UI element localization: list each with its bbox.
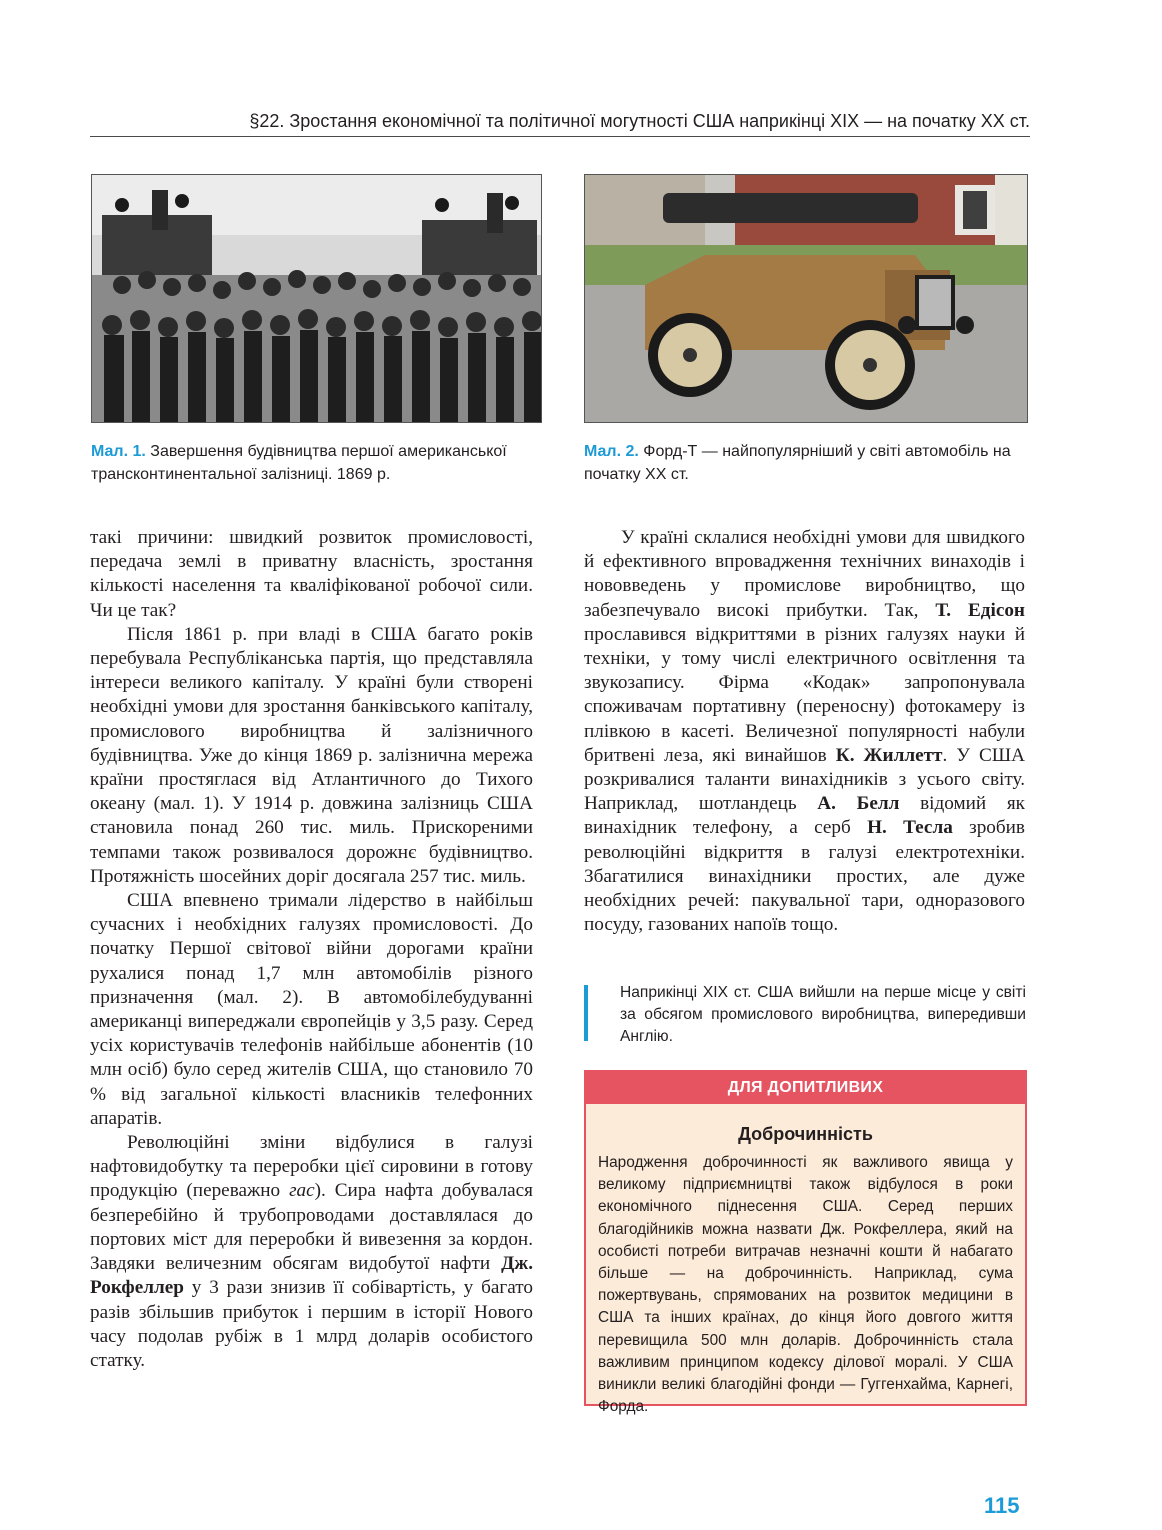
term-gas: гас: [289, 1180, 315, 1202]
paragraph: США впевнено тримали лідерство в найбільш сучасних і необхідних галузях промисловості. До початку Першої світової війни дорогами країни рухалися понад 1,7 млн автомобілів різного призначення (мал. 2). В автомобілебудуванні американці випереджали європейців у 3,5 разу. Серед усіх користувачів телефонів найбільше абонентів (10 млн осіб) було серед жителів США, що становило 70 % від загальної кількості власників телефонних апаратів.: [90, 890, 533, 1129]
text-run: У країні склалися необхідні умови для швидкого й ефективного впровадження технічних винаходів і нововведень у промислове виробництво, що забезпечувало високі прибутки. Так,: [584, 527, 1025, 621]
figure-2-caption: [584, 440, 1026, 486]
text-run: . У США розкривалися таланти винахідників з усього світу. Наприклад, шотландець: [584, 744, 1025, 815]
railroad-photo-illustration: [92, 175, 541, 422]
key-fact-note: [584, 982, 1026, 1044]
name-edison: Т. Едісон: [935, 599, 1025, 621]
curious-box-title: Доброчинність: [738, 1124, 873, 1144]
text-run: у 3 рази знизив її собівартість, у багато разів збільшив прибуток і першим в історії Нового часу подолав рубіж в 1 млрд доларів особистого статку.: [90, 1277, 533, 1371]
paragraph: [90, 1131, 533, 1373]
figure-1-caption: [91, 440, 541, 486]
figure-ford-t-photo: [584, 174, 1028, 423]
name-gillette: К. Жиллетт: [835, 744, 943, 766]
figure-1-label: Мал. 1.: [91, 443, 146, 460]
curious-box-header: ДЛЯ ДОПИТЛИВИХ: [586, 1072, 1025, 1104]
figure-2-caption-text: Форд-Т — найпопулярніший у світі автомобіль на початку XX ст.: [584, 443, 1011, 483]
left-column: [90, 526, 533, 1373]
note-text: Наприкінці XIX ст. США вийшли на перше місце у світі за обсягом промислового виробництва, випередивши Англію.: [620, 984, 1026, 1045]
curious-box-text: Народження доброчинності як важливого явища у великому підприємництві також відбулося в роки економічного піднесення США. Серед перших благодійників можна назвати Дж. Рокфеллера, який на особисті потреби витрачав незначні кошти й набагато більше — на доброчинність. Наприклад, сума пожертвувань, спрямованих на розвиток медицини в США та інших країнах, до кінця його довгого життя перевищила 500 млн доларів. Доброчинність стала важливим принципом кодексу ділової моралі. У США виникли великі благодійні фонди — Гуггенхайма, Карнегі, Форда.: [598, 1154, 1013, 1416]
paragraph: такі причини: швидкий розвиток промисловості, передача землі в приватну власність, зростання кількості населення та кваліфікованої робочої сили. Чи це так?: [90, 527, 533, 621]
paragraph: Після 1861 р. при владі в США багато років перебувала Республіканська партія, що представляла інтереси великого капіталу. У країні були створені необхідні умови для зростання банківського капіталу, промислового виробництва й залізничного будівництва. Уже до кінця 1869 р. залізнична мережа країни простяглася від Атлантичного до Тихого океану (мал. 1). У 1914 р. довжина залізниць США становила понад 260 тис. миль. Прискореними темпами також розвивалося дорожнє будівництво. Протяжність шосейних доріг досягала 257 тис. миль.: [90, 623, 533, 887]
paragraph: [584, 526, 1025, 937]
text-run: прославився відкриттями в різних галузях науки й техніки, у тому числі електричного освітлення та звукозапису. Фірма «Кодак» запропонувала споживачам портативну (переносну) фотокамеру із плівкою в касеті. Величезної популярності набули бритвені леза, які винайшов: [584, 623, 1025, 766]
text-run: відомий як винахідник телефону, а серб: [584, 793, 1025, 839]
text-run: Революційні зміни відбулися в галузі нафтовидобутку та переробки цієї сировини в готову продукцію (переважно: [90, 1132, 533, 1202]
page-number: 115: [984, 1493, 1020, 1518]
figure-2-label: Мал. 2.: [584, 443, 639, 460]
ford-t-illustration: [585, 175, 1027, 422]
text-run: зробив революційні відкриття в галузі електротехніки. Збагатилися винахідники простих, але дуже необхідних речей: пакувальної тари, одноразового посуду, газованих напоїв тощо.: [584, 817, 1025, 936]
name-bell: А. Белл: [817, 793, 900, 815]
figure-1-caption-text: Завершення будівництва першої американської трансконтинентальної залізниці. 1869 р.: [91, 443, 507, 483]
figure-railroad-photo: [91, 174, 542, 423]
name-rockefeller: Дж. Рокфеллер: [90, 1253, 533, 1299]
header-rule: [90, 136, 1030, 137]
text-run: ). Сира нафта добувалася безперебійно й трубопроводами доставлялася до портових міст для переробки й вивезення за кордон. Завдяки величезним обсягам видобутої нафти: [90, 1180, 534, 1275]
right-column: [584, 526, 1025, 937]
curious-box: [584, 1070, 1027, 1416]
running-header: §22. Зростання економічної та політичної могутності США наприкінці XIX — на початку XX ст.: [249, 111, 1030, 131]
name-tesla: Н. Тесла: [867, 817, 953, 839]
note-accent-bar: [584, 985, 588, 1041]
